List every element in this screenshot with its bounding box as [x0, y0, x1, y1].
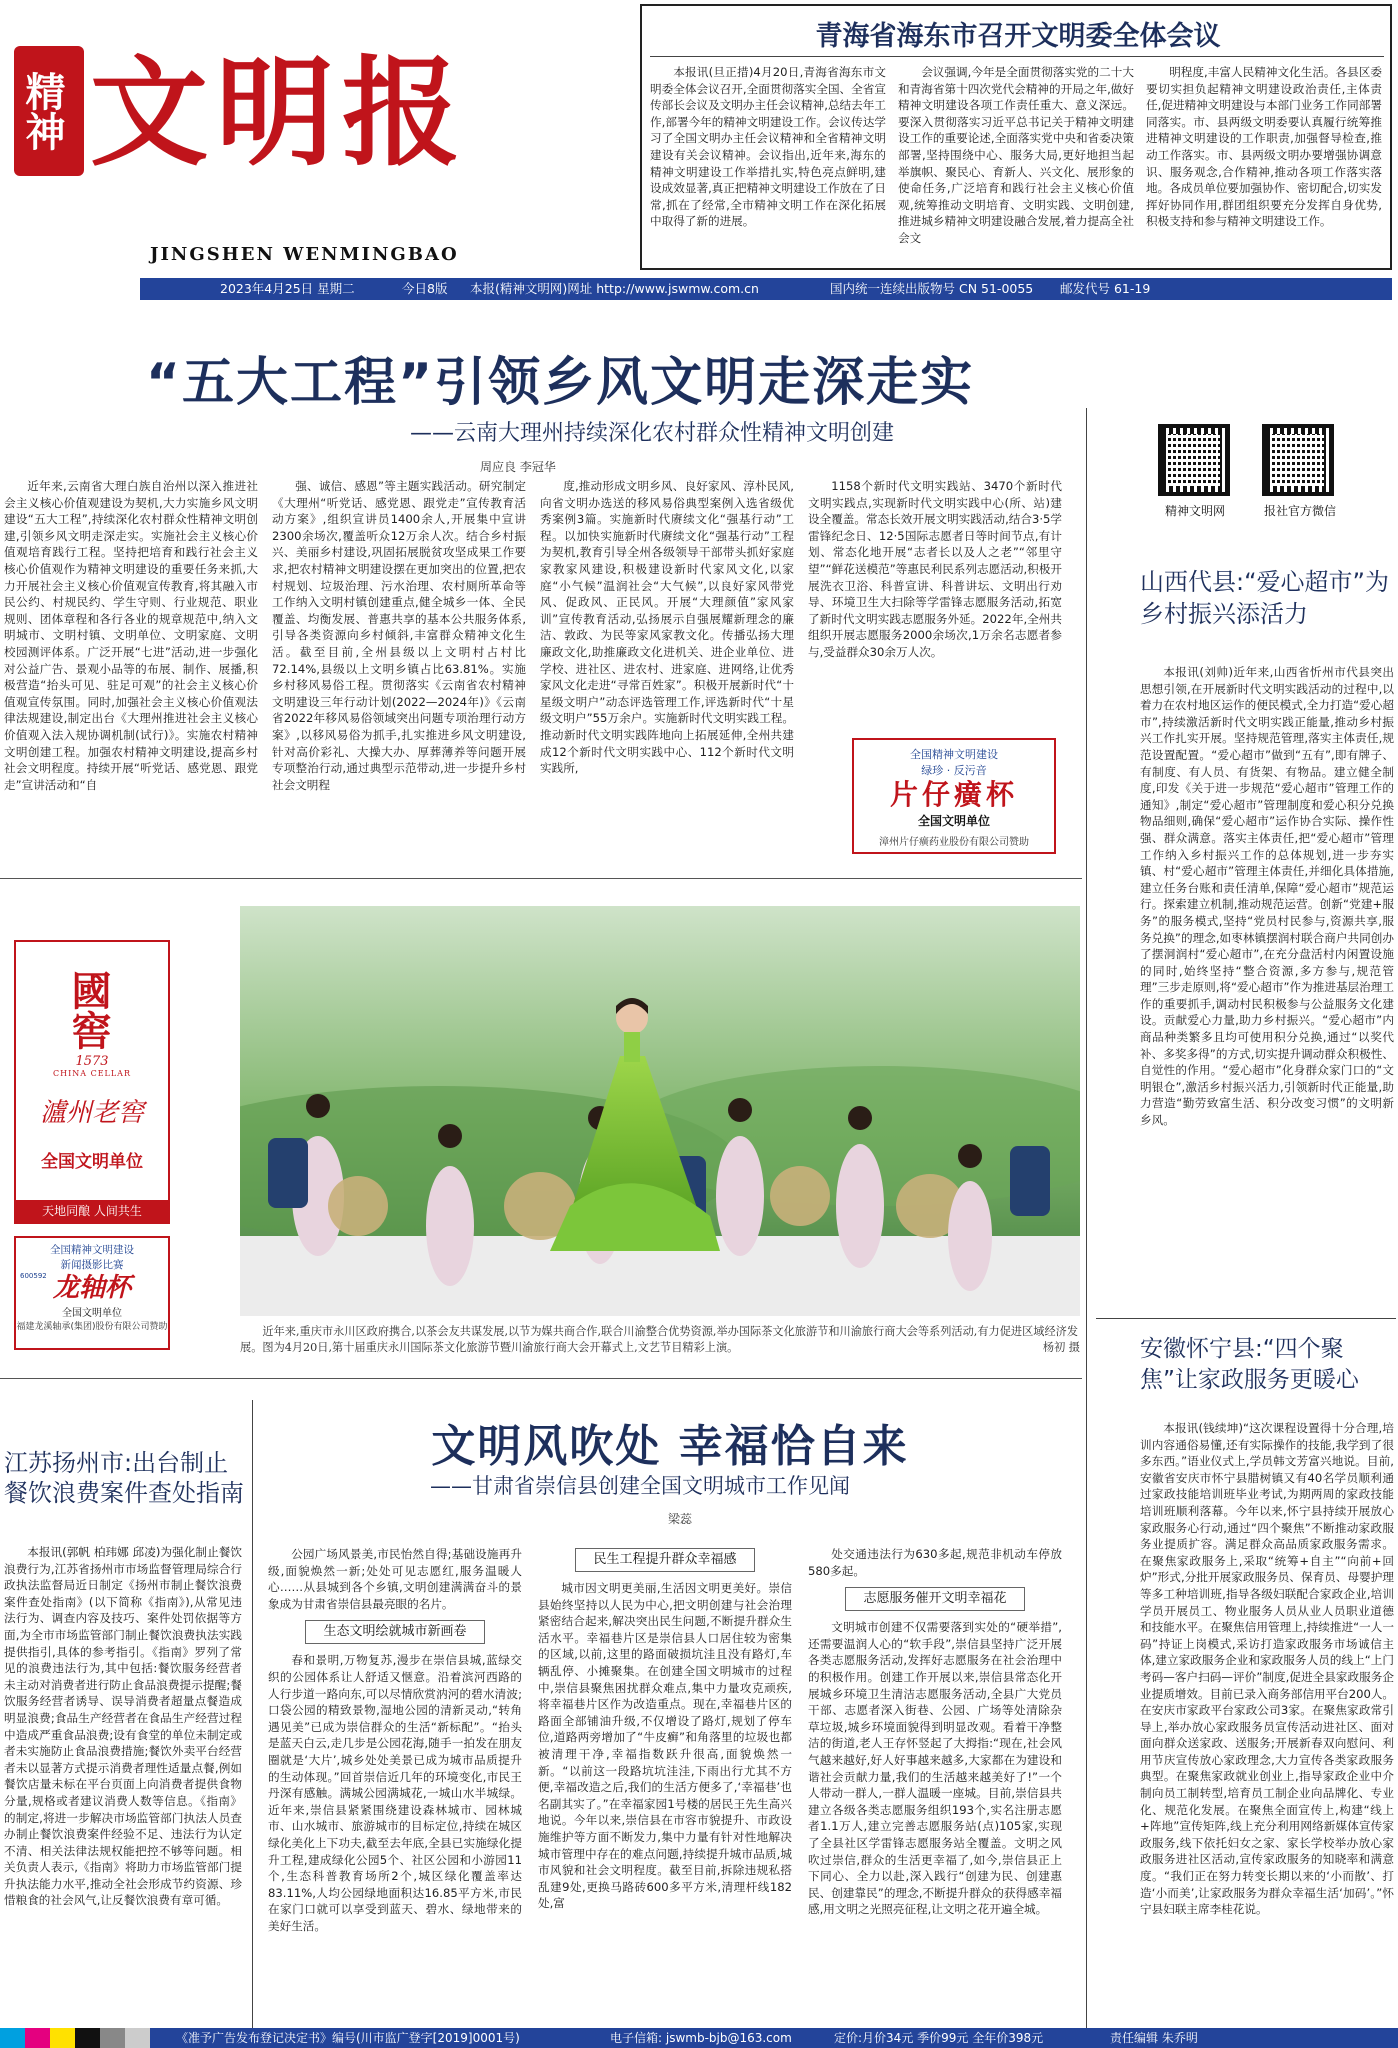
shanxi-body: 本报讯(刘帅)近年来,山西省忻州市代县突出思想引领,在开展新时代文明实践活动的过程中,以着力在农村地区运作的便民模式,全力打造“爱心超市”,持续激活新时代文明实践正能量,推动乡村振兴工作扎实开展。坚持规范管理,落实主体责任,规范设置配置。“爱心超市”做到“五有”,即有牌子、有制度、有人员、有货架、有物品。建立健全制度,印发《关于进一步规范“爱心超市”管理工作的通知》,制定“爱心超市”管理制度和爱心积分兑换物品细则,确保“爱心超市”运作协合实际、操作性强、群众满意。落实主体责任,把“爱心超市”管理工作纳入乡村振兴工作的总体规划,进一步夯实镇、村“爱心超市”管理主体责任,并细化具体措施,建立任务台账和责任清单,保障“爱心超市”规范运行。探索建立机制,推动规范运营。创新“党建+服务”的服务模式,坚持“党员村民参与,资源共享,服务兑换”的理念,如枣林镇摆润村联合商户共同创办了摆洞润村“爱心超市”,在充分盘活村内闲置设施的同时,始终坚持“整合资源,多方参与,规范管理”三步走原则,将“爱心超市”作为推进基层治理工作的重要抓手,调动村民积极参与公益服务文化建设。贡献爱心力量,助力乡村振兴。“爱心超市”内商品种类繁多且均可使用积分兑换,通过“以奖代补、多奖多得”的方式,切实提升调动群众积极性、自觉性的作用。“爱心超市”化身群众家门口的“文明银仓”,激活乡村振兴活力,引领新时代正能量,助力营造“勤劳致富生活、积分改变习惯”的文明新乡风。: [1140, 665, 1394, 1128]
ad-longzhou-company: 福建龙溪轴承(集团)股份有限公司赞助: [16, 1322, 168, 1332]
ad-longzhou-brand: 龙轴杯: [52, 1273, 131, 1303]
lead-col3: 度,推动形成文明乡风、良好家风、淳朴民风,向省文明办选送的移风易俗典型案例入选省级优秀案例3篇。实施新时代赓续文化“强基行动”工程。以加快实施新时代赓续文化“强基行动”工程为契机,教育引导全州各级领导干部带头抓好家庭家教家风建设,积极建设新时代家风文化,以家庭“小气候”温润社会“大气候”,以良好家风带党风、促政风、正民风。开展“大理颜值”家风家训”宣传教育活动,弘扬展示自强展耀新理念的廉洁、敦政、为民等家风家教文化。传播弘扬大理廉政文化,助推廉政文化进机关、进企业单位、进学校、进社区、进农村、进家庭、进网络,让优秀家风文化走进“寻常百姓家”。积极开展新时代“十星级文明户”动态评选管理工作,评选新时代“十星级文明户”55万余户。实施新时代文明实践工程。推动新时代文明实践阵地向上拓展延伸,全州共建成12个新时代文明实践中心、112个新时代文明实践所,: [540, 479, 794, 776]
postal-code: 邮发代号 61-19: [1060, 281, 1151, 296]
brand-name: 文明报: [90, 43, 469, 182]
performance-photo: [240, 906, 1080, 1316]
issue-date: 2023年4月25日 星期二: [220, 281, 355, 296]
ad-longzhou: [14, 1236, 170, 1350]
website[interactable]: 本报(精神文明网)网址 http://www.jswmw.com.cn: [470, 281, 759, 296]
ad-pianzaihuang-brand: 片仔癀杯: [889, 778, 1018, 811]
lead-title: “五大工程”引领乡风文明走深走实: [145, 353, 975, 413]
footer-price: 定价:月价34元 季价99元 全年价398元: [834, 2031, 1044, 2045]
date-bar: [140, 278, 1392, 300]
cn-number: 国内统一连续出版物号 CN 51-0055: [830, 281, 1034, 296]
ad-longzhou-stock: 600592: [20, 1272, 47, 1280]
gansu-section1: 生态文明绘就城市新画卷: [305, 1620, 485, 1644]
ad-longzhou-line2: 新闻摄影比赛: [60, 1259, 124, 1271]
top-article-col2: 会议强调,今年是全面贯彻落实党的二十大和青海省第十四次党代会精神的开局之年,做好精神文明建设各项工作责任重大、意义深远。要深入贯彻落实习近平总书记关于精神文明建设工作的重要论述,全面落实党中央和省委决策部署,坚持围绕中心、服务大局,更好地担当起举旗帜、聚民心、育新人、兴文化、展形象的使命任务,广泛培育和践行社会主义核心价值观,统筹推动文明培育、文明实践、文明创建,推进城乡精神文明建设融合发展,着力提高全社会文: [898, 65, 1134, 245]
gansu-subtitle: ——甘肃省崇信县创建全国文明城市工作见闻: [430, 1474, 850, 1498]
photo-credit: 杨初 摄: [1042, 1341, 1080, 1354]
ad-pianzaihuang: [852, 738, 1056, 854]
ad-guojiao-cellar: CHINA CELLAR: [53, 1069, 131, 1078]
top-article-title: 青海省海东市召开文明委全体会议: [815, 21, 1221, 52]
lead-col2: 强、诚信、感恩”等主题实践活动。研究制定《大理州“听党话、感党恩、跟党走”宣传教育活动方案》,组织宣讲员1400余人,开展集中宣讲2300余场次,覆盖听众12万余人次。结合乡村振兴、美丽乡村建设,巩固拓展脱贫攻坚成果工作要求,把农村精神文明建设摆在更加突出的位置,把农村规划、垃圾治理、污水治理、农村厕所革命等工作纳入文明村镇创建重点,健全城乡一体、全民覆盖、均衡发展、普惠共享的基本公共服务体系,引导各类资源向乡村倾斜,丰富群众精神文化生活。截至目前,全州县级以上文明村占村比72.14%,县级以上文明乡镇占比63.81%。实施乡村移风易俗工程。贯彻落实《云南省农村精神文明建设三年行动计划(2022—2024年)》《云南省2022年移风易俗领域突出问题专项治理行动方案》,以移风易俗为抓手,扎实推进乡风文明建设,针对高价彩礼、大操大办、厚葬薄养等问题开展专项整治行动,通过典型示范带动,进一步提升乡村社会文明程: [272, 479, 526, 792]
brand-seal: 精神: [14, 46, 84, 176]
ad-pianzaihuang-company: 漳州片仔癀药业股份有限公司赞助: [879, 837, 1029, 848]
masthead-pinyin: JINGSHEN WENMINGBAO: [150, 244, 459, 265]
gansu-section3: 志愿服务催开文明幸福花: [845, 1587, 1025, 1611]
gansu-section2: 民生工程提升群众幸福感: [575, 1548, 755, 1572]
qr2-label: 报社官方微信: [1263, 504, 1336, 518]
ad-longzhou-unit: 全国文明单位: [62, 1308, 122, 1319]
top-article-col3: 明程度,丰富人民精神文化生活。各县区委要切实担负起精神文明建设政治责任,主体责任,促进精神文明建设与本部门业务工作同部署同落实。市、县两级文明委要认真履行统筹推进精神文明建设的工作职责,加强督导检查,推动工作落实。市、县两级文明办要增强协调意识、服务观念,合作精神,推动各项工作落实落地。各成员单位要加强协作、密切配合,切实发挥好协同作用,群团组织要充分发挥自身优势,积极支持和参与精神文明建设工作。: [1146, 65, 1382, 229]
ad-guojiao-luzhou: 瀘州老窖: [39, 1098, 144, 1128]
photo-caption: 近年来,重庆市永川区政府携合,以茶会友共谋发展,以节为媒共商合作,联合川渝整合优势资源,举办国际茶文化旅游节和川渝旅行商大会等系列活动,有力促进区域经济发展。图为4月20日,第十届重庆永川国际茶文化旅游节暨川渝旅行商大会开幕式上,文艺节目精彩上演。 杨初 摄: [240, 1325, 1080, 1354]
footer-email[interactable]: 电子信箱: jswmb-bjb@163.com: [610, 2031, 792, 2045]
gansu-col2: 民生工程提升群众幸福感 城市因文明更美丽,生活因文明更美好。崇信县始终坚持以人民为中心,把文明创建与社会治理紧密结合起来,解决突出民生问题,不断提升群众生活水平。幸福巷片区是崇信县人口居住较为密集的区域,以前,这里的路面破损坑洼且没有路灯,车辆乱停、小摊聚集。在创建全国文明城市的过程中,崇信县聚焦困扰群众难点,集中力量攻克顽疾,将幸福巷片区作为改造重点。现在,幸福巷片区的路面全部铺油升级,不仅增设了路灯,规划了停车位,道路两旁增加了“牛皮癣”和角落里的垃圾也都被清理干净,幸福指数跃升很高,面貌焕然一新。“以前这一段路坑坑洼洼,下雨出行尤其不方便,幸福改造之后,我们的生活方便多了,‘幸福巷’也名副其实了。”在幸福家园1号楼的居民王先生高兴地说。今年以来,崇信县在市容市貌提升、市政设施维护等方面不断发力,集中力量有针对性地解决城市管理中存在的难点问题,持续提升城市品质,城市风貌和社会文明程度。截至目前,拆除违规私搭乱建9处,更换马路砖600多平方米,清理杆线182处,富: [538, 1546, 792, 2022]
gansu-col1: 公园广场风景美,市民怡然自得;基础设施再升级,面貌焕然一新;处处可见志愿红,服务温暖人心……从县城到各个乡镇,文明创建满满奋斗的景象成为甘肃省崇信县最亮眼的名片。 生态文明绘就城市新画卷 春和景明,万物复苏,漫步在崇信县城,蓝绿交织的公园体系让人舒适又惬意。沿着滨河西路的人行步道一路向东,可以尽情欣赏汭河的碧水清波;口袋公园的精致景物,湿地公园的清新灵动,“转角遇见美”已成为崇信群众的生活“新标配”。“抬头是蓝天白云,走几步是公园花海,随手一拍发在朋友圈就是‘大片’,城乡处处美景已成为城市品质提升的生动体现。”回首崇信近几年的环境变化,市民王丹深有感触。满城公园满城花,一城山水半城绿。近年来,崇信县紧紧围绕建设森林城市、园林城市、山水城市、旅游城市的目标定位,持续在城区绿化美化上下功夫,截至去年底,全县已实施绿化提升工程,建成绿化公园5个、社区公园和小游园11个,生态科普教育场所2个,城区绿化覆盖率达83.11%,人均公园绿地面积达16.85平方米,市民在家门口就可以享受到蓝天、碧水、绿地带来的美好生活。: [268, 1547, 522, 1933]
jiangsu-body: 本报讯(郭帆 柏玮娜 邱凌)为强化制止餐饮浪费行为,江苏省扬州市市场监督管理局综合行政执法监督局近日制定《扬州市制止餐饮浪费案件查处指南》(以下简称《指南》),从常见违法行为、调查内容及技巧、案件处罚依据等方面,为全市市场监管部门制止餐饮浪费执法实践提供指引,具体的参考指引。《指南》罗列了常见的浪费违法行为,其中包括:餐饮服务经营者未主动对消费者进行防止食品浪费提示提醒;餐饮服务经营者诱导、误导消费者超量点餐造成明显浪费;食品生产经营者在食品生产经营过程中造成严重食品浪费;设有食堂的单位未制定或者未实施防止食品浪费措施;餐饮外卖平台经营者未以显著方式提示消费者理性适量点餐,例如餐饮店量未标在平台页面上向消费者提供食物分量,规格或者建议消费人数等信息。《指南》的制定,将进一步解决市场监管部门执法人员查办制止餐饮浪费案件经验不足、违法行为认定不清、相关法律法规权能把控不够等问题。相关负责人表示,《指南》将助力市场监管部门提升执法能力水平,推动全社会形成节约资源、珍惜粮食的社会风气,让反餐饮浪费有章可循。: [4, 1545, 242, 1908]
ad-guojiao-unit: 全国文明单位: [41, 1152, 143, 1172]
lead-col1: 近年来,云南省大理白族自治州以深入推进社会主义核心价值观建设为契机,大力实施乡风文明建设“五大工程”,持续深化农村群众性精神文明创建,引领乡风文明走深走实。实施社会主义核心价值观培育践行工程。坚持把培育和践行社会主义核心价值观作为精神文明建设的重要任务来抓,大力开展社会主义核心价值观宣传教育,将其融入市民公约、村规民约、学生守则、行业规范、职业规则、团体章程和各行各业的规章规范中,纳入文明城市、文明村镇、文明单位、文明家庭、文明校园测评体系。广泛开展“七进”活动,进一步强化对公益广告、景观小品等的布展、制作、展播,积极营造“抬头可见、驻足可观”的社会主义核心价值观宣传氛围。同时,加强社会主义核心价值观法律法规建设,制定出台《大理州推进社会主义核心价值观入法入规协调机制(试行)》。实施农村精神文明创建工程。加强农村精神文明建设,提高乡村社会文明程度。持续开展“听党话、感党恩、跟党走”宣讲活动和“自: [4, 479, 258, 792]
qr-wechat-icon[interactable]: [1262, 424, 1334, 496]
footer-editor: 责任编辑 朱乔明: [1110, 2031, 1198, 2045]
gansu-byline: 梁蕊: [668, 1512, 693, 1526]
pages-label: 今日8版: [402, 281, 448, 296]
footer-ad-license: 《准予广告发布登记决定书》编号(川市监广登字[2019]0001号): [176, 2031, 520, 2045]
ad-guojiao-year: 1573: [75, 1054, 109, 1069]
lead-col4: 1158个新时代文明实践站、3470个新时代文明实践点,实现新时代文明实践中心(所、站)建设全覆盖。常态长效开展文明实践活动,结合3·5学雷锋纪念日、12·5国际志愿者日等时间节点,有计划、常态化地开展“志者长以及人之老”“邻里守望”“鲜花送模范”等惠民利民系列志愿活动,积极开展洗衣卫浴、科普宣讲、科普讲坛、文明出行劝导、环境卫生大扫除等学雷锋志愿服务活动,拓宽了新时代文明实践志愿服务外延。2022年,全州共组织开展志愿服务2000余场次,1万余名志愿者参与,受益群众30余万人次。: [808, 479, 1062, 659]
anhui-title: 安徽怀宁县:“四个聚焦”让家政服务更暖心: [1140, 1336, 1359, 1393]
qr-jswmw-icon[interactable]: [1158, 424, 1230, 496]
qr1-label: 精神文明网: [1164, 504, 1225, 518]
anhui-body: 本报讯(钱续坤)“这次课程设置得十分合理,培训内容通俗易懂,还有实际操作的技能,我学到了很多东西。”语业仪式上,学员韩文芳富兴地说。目前,安徽省安庆市怀宁县腊树镇又有40名学员顺利通过家政技能培训班毕业考试,为期两周的家政技能培训班顺利落幕。今年以来,怀宁县持续开展放心家政服务心行动,通过“四个聚焦”不断推动家政服务业提质扩容。满足群众高品质家政服务需求。在聚焦家政服务上,采取“统筹+自主”“向前+回炉”形式,分批开展家政服务员、保育员、母婴护理等多工种培训班,指导各级妇联配合家政企业,培训学员开展员工、物业服务人员从业人员职业道德和技能水平。在聚焦信用管理上,持续推进“一人一码”持证上岗模式,采访打造家政服务市场诚信主体,建立家政服务企业和家政服务人员的线上“上门考码—客户扫码—评价”制度,促进全县家政服务企业提质增效。目前已录入商务部信用平台200人。在安庆市家政平台家政公司3家。在聚焦家政常引导上,举办放心家政服务员宣传活动进社区、面对面向群众送家政、送服务;开展新春双向慰问、利用节庆宣传放心家政理念,大力宣传各类家政服务典型。在聚焦家政就业创业上,指导家政企业中介制向员工制转型,培育员工制企业向品牌化、专业化、规范化发展。在聚焦全面宣传上,构建“线上+阵地”宣传矩阵,线上充分利用网络新媒体宣传家政服务,线下依托妇女之家、家长学校举办放心家政服务进社区活动,宣传家政服务的知晓率和满意度。“我们正在努力转变长期以来的‘小而散’、打造‘小而美’,让家政服务为群众幸福生活‘加码’。”怀宁县妇联主席李桂花说。: [1140, 1421, 1394, 1917]
ad-pianzaihuang-line1: 全国精神文明建设: [910, 748, 998, 761]
ad-guojiao-brand: 國窖: [65, 970, 112, 1050]
gansu-title: 文明风吹处 幸福恰自来: [431, 1421, 909, 1472]
ad-guojiao: [14, 940, 170, 1224]
print-color-bar: [0, 2028, 150, 2048]
ad-guojiao-slogan: 天地同酿 人间共生: [16, 1200, 168, 1222]
masthead: [0, 0, 480, 280]
lead-subtitle: ——云南大理州持续深化农村群众性精神文明创建: [410, 421, 895, 446]
top-article-col1: 本报讯(旦正措)4月20日,青海省海东市文明委全体会议召开,全面贯彻落实全国、全省宣传部长会议及文明办主任会议精神,总结去年工作,部署今年的精神文明建设工作。会议传达学习了全国文明办主任会议精神和全省精神文明建设有关会议精神。会议指出,近年来,海东的精神文明建设工作举措扎实,特色亮点鲜明,建设成效显著,真正把精神文明建设工作放在了日常,抓在了经常,全市精神文明工作在深化拓展中取得了新的进展。: [650, 65, 886, 229]
shanxi-title: 山西代县:“爱心超市”为乡村振兴添活力: [1140, 568, 1389, 628]
top-article: [640, 4, 1392, 270]
ad-pianzaihuang-unit: 全国文明单位: [917, 814, 990, 828]
gansu-col3: 处交通违法行为630多起,规范非机动车停放580多起。 志愿服务催开文明幸福花 文明城市创建不仅需要落到实处的“硬举措”,还需要温润人心的“软手段”,崇信县坚持广泛开展各类志愿服务活动,发挥好志愿服务在社会治理中的积极作用。创建工作开展以来,崇信县常态化开展城乡环境卫生清洁志愿服务活动,全县广大党员干部、志愿者深入街巷、公园、广场等处清除杂草垃圾,城乡环境面貌得到明显改观。看着干净整洁的街道,老人王存怀竖起了大拇指:“现在,社会风气越来越好,好人好事越来越多,大家都在为建设和谐社会贡献力量,我们的生活越来越美好了!”一个人带动一群人,一群人温暖一座城。目前,崇信县共建立各级各类志愿服务组织193个,实名注册志愿者1.1万人,建立完善志愿服务站(点)105家,实现了全县社区学雷锋志愿服务站全覆盖。文明之风吹过崇信,群众的生活更幸福了,如今,崇信县正上下同心、全力以赴,深入践行“创建为民、创建惠民、创建靠民”的理念,不断提升群众的获得感幸福感,用文明之光照亮征程,让文明之花开遍全城。: [808, 1547, 1062, 1917]
footer-bar: [0, 2028, 1398, 2048]
news-photo: [240, 906, 1080, 1316]
lead-byline: 周应良 李冠华: [480, 460, 556, 474]
ad-pianzaihuang-line2: 绿珍 · 反污音: [921, 764, 987, 777]
ad-longzhou-line1: 全国精神文明建设: [50, 1244, 134, 1256]
jiangsu-title: 江苏扬州市:出台制止餐饮浪费案件查处指南: [4, 1449, 244, 1507]
